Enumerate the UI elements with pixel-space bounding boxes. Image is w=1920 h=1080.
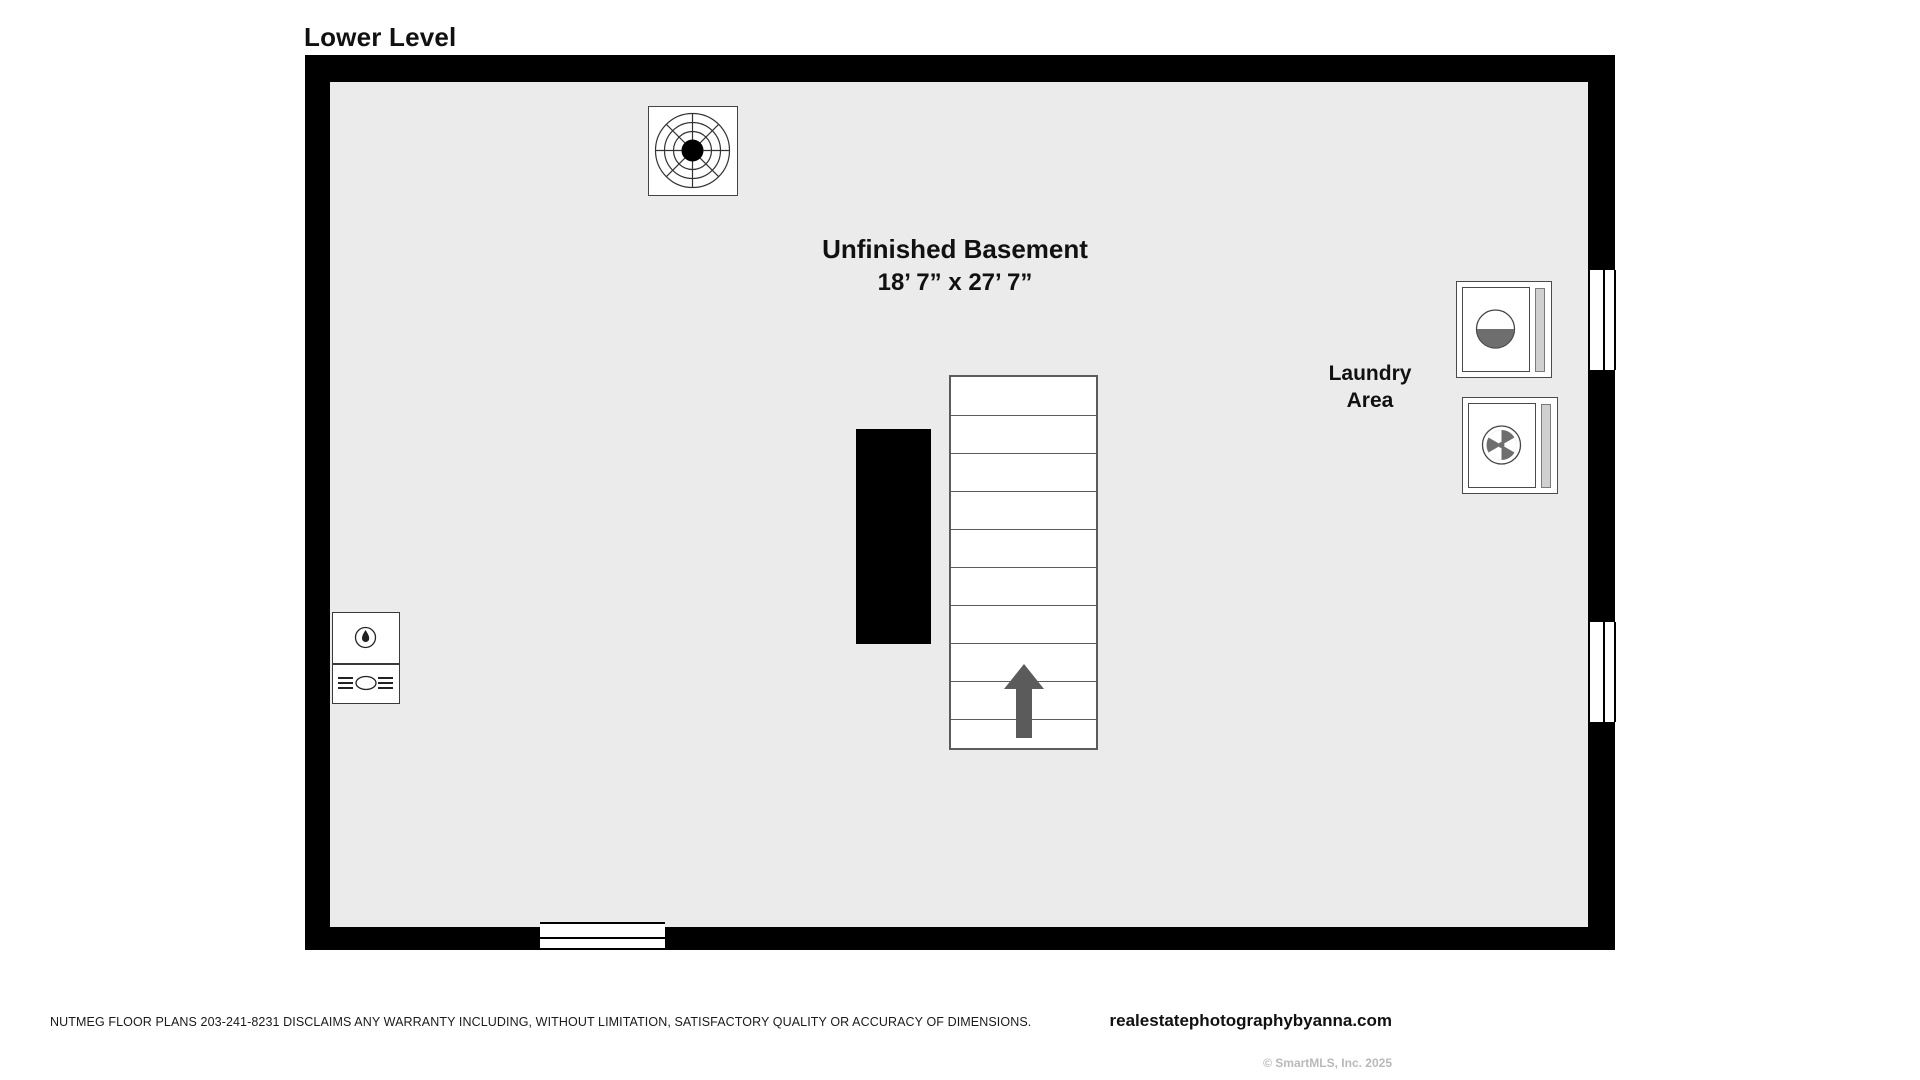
window-pane (1603, 622, 1605, 722)
room-name-line2: Area (1346, 389, 1394, 412)
window-right-lower (1588, 622, 1616, 722)
stair-tread (951, 567, 1096, 568)
washer-drum (1468, 403, 1536, 488)
support-column-icon (856, 429, 931, 644)
room-label-laundry-area (1300, 360, 1440, 414)
room-name-line1: Laundry (1328, 362, 1412, 385)
window-right-upper (1588, 270, 1616, 370)
dryer-door (1462, 287, 1530, 372)
stair-tread (951, 605, 1096, 606)
stair-tread (951, 491, 1096, 492)
copyright-text: © SmartMLS, Inc. 2025 (1263, 1056, 1392, 1070)
stair-tread (951, 643, 1096, 644)
window-pane (540, 937, 665, 939)
dryer-icon (1456, 281, 1552, 378)
dryer-control-panel (1535, 288, 1545, 372)
washer-control-panel (1541, 404, 1551, 488)
stair-tread (951, 415, 1096, 416)
stairs-up-arrow-icon (1002, 662, 1046, 740)
utility-group (332, 612, 400, 704)
furnace-icon (332, 664, 400, 704)
watermark-text: realestatephotographybyanna.com (1109, 1011, 1392, 1030)
water-heater-icon (332, 612, 400, 664)
disclaimer-text: NUTMEG FLOOR PLANS 203-241-8231 DISCLAIMS ANY WARRANTY INCLUDING, WITHOUT LIMITATION, SATISFACTORY QUALITY OR ACCURACY OF DIMENSIONS. (50, 1015, 1032, 1029)
ceiling-fan-icon (648, 106, 738, 196)
stair-tread (951, 529, 1096, 530)
room-name: Unfinished Basement (822, 234, 1088, 264)
washer-icon (1462, 397, 1558, 494)
room-label-unfinished-basement (700, 232, 1210, 299)
room-dimensions: 18’ 7” x 27’ 7” (877, 269, 1033, 296)
window-bottom (540, 922, 665, 950)
page-title: Lower Level (304, 22, 457, 52)
window-pane (1603, 270, 1605, 370)
stair-tread (951, 453, 1096, 454)
